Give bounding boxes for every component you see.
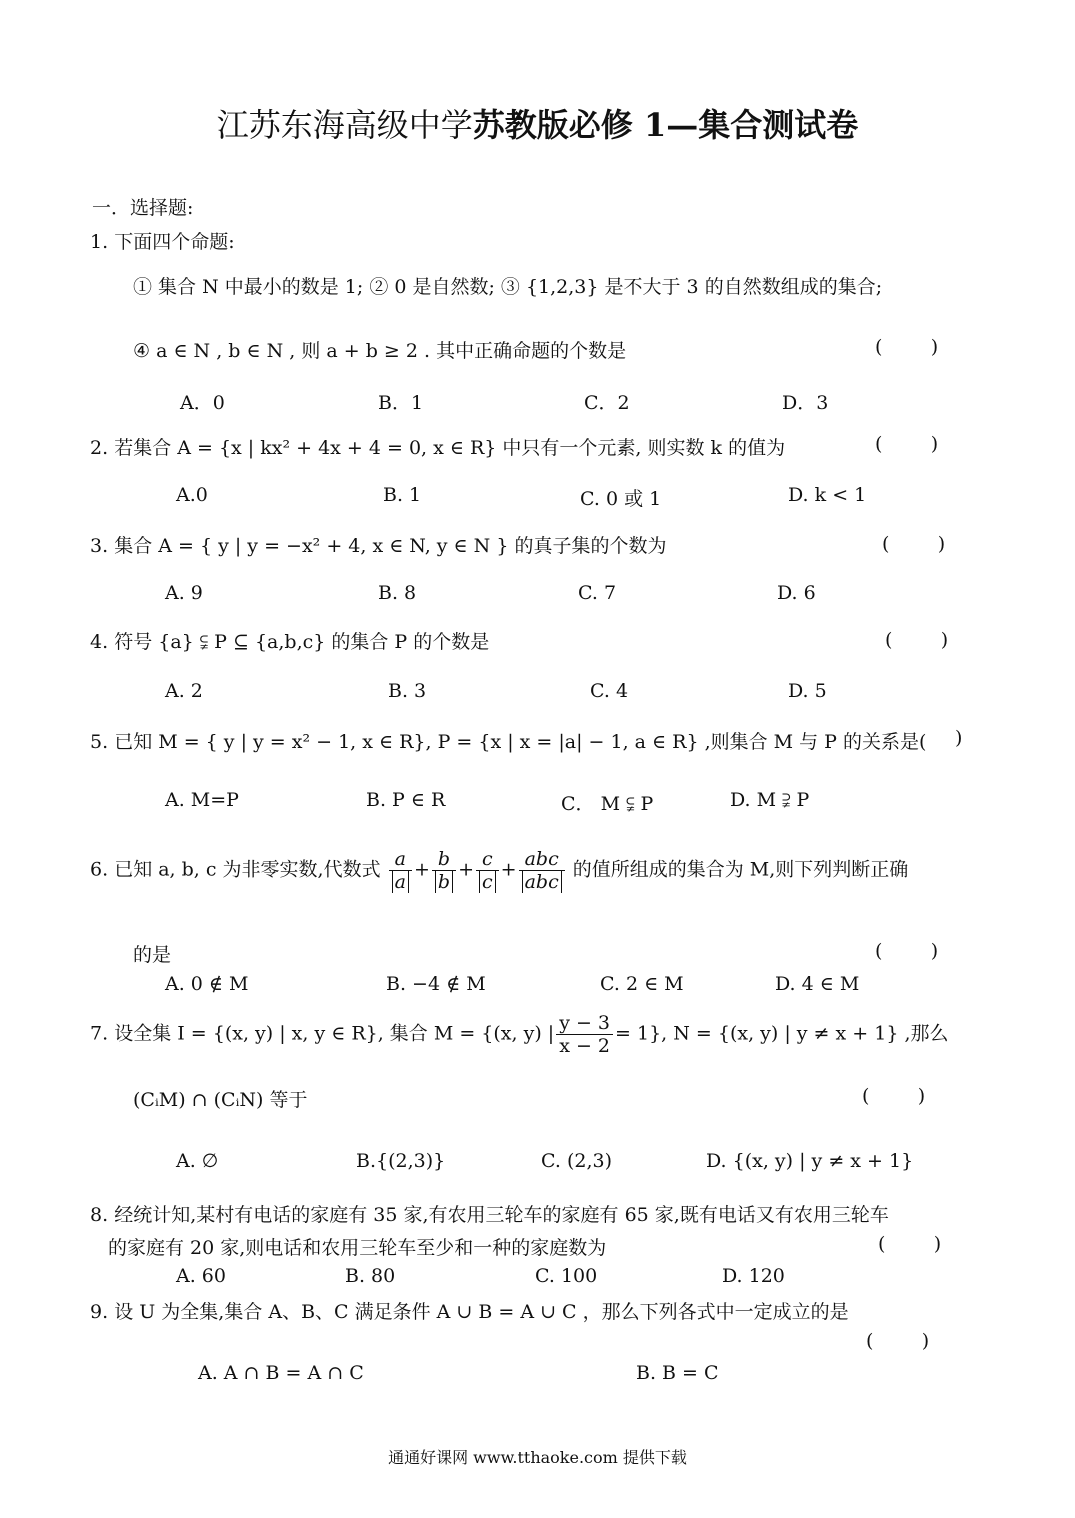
q4-option-c: C. 4 xyxy=(590,680,629,702)
q1-stem xyxy=(90,227,235,254)
q7-option-d: D. {(x, y) | y ≠ x + 1} xyxy=(706,1150,914,1172)
q2-option-a: A.0 xyxy=(176,484,208,506)
q1-answer-paren: ( ) xyxy=(875,336,939,358)
q7-text-pre: 设全集 I = {(x, y) | x, y ∈ R}, 集合 M = {(x, y) | xyxy=(114,1022,555,1045)
q5-option-d: D. M ⫌ P xyxy=(730,789,810,811)
q9-stem xyxy=(90,1297,849,1324)
q5-number: 5. xyxy=(90,731,109,753)
q7-number: 7. xyxy=(90,1022,109,1045)
q8-option-c: C. 100 xyxy=(535,1265,598,1287)
q4-stem xyxy=(90,627,489,654)
q9-option-a: A. A ∩ B = A ∩ C xyxy=(198,1362,364,1384)
q1-option-c: C．2 xyxy=(584,392,630,414)
q6-option-d: D. 4 ∈ M xyxy=(775,973,860,995)
q4-option-b: B. 3 xyxy=(388,680,427,702)
q1-text: 下面四个命题: xyxy=(114,231,235,253)
q6-number: 6. xyxy=(90,858,109,881)
q2-answer-paren: ( ) xyxy=(875,433,939,455)
q7-option-b: B.{(2,3)} xyxy=(356,1150,446,1172)
q8-option-b: B. 80 xyxy=(345,1265,396,1287)
q8-text: 经统计知,某村有电话的家庭有 35 家,有农用三轮车的家庭有 65 家,既有电话又有农用三轮车 xyxy=(114,1204,889,1226)
q6-fraction-abc: $\frac{\text{abc}}{\text{abc}}$ xyxy=(519,848,565,893)
q3-option-d: D. 6 xyxy=(777,582,816,604)
q5-option-a: A. M=P xyxy=(165,789,239,811)
q8-stem-line2: 的家庭有 20 家,则电话和农用三轮车至少和一种的家庭数为 xyxy=(108,1237,607,1259)
q7-text-post: = 1}, N = {(x, y) | y ≠ x + 1} ,那么 xyxy=(615,1022,949,1045)
page-title xyxy=(0,100,1075,146)
q7-option-a: A. ∅ xyxy=(176,1150,219,1172)
q4-answer-paren: ( ) xyxy=(885,629,949,651)
q3-option-a: A. 9 xyxy=(165,582,203,604)
q2-stem xyxy=(90,433,785,460)
q7-option-c: C. (2,3) xyxy=(541,1150,612,1172)
q8-answer-paren: ( ) xyxy=(878,1233,942,1255)
q6-answer-paren: ( ) xyxy=(875,940,939,962)
q5-text: 已知 M = { y | y = x² − 1, x ∈ R}, P = {x | x = |a| − 1, a ∈ R} ,则集合 M 与 P 的关系是( xyxy=(114,731,927,753)
q2-number: 2. xyxy=(90,437,109,459)
q9-text: 设 U 为全集,集合 A、B、C 满足条件 A ∪ B = A ∪ C ，那么下列各式中一定成立的是 xyxy=(114,1301,849,1323)
section-heading: 一．选择题: xyxy=(92,197,194,219)
q6-stem-line2: 的是 xyxy=(133,944,172,966)
title-normal: 江苏东海高级中学 xyxy=(216,106,473,144)
q7-fraction: $\frac{y - 3}{x - 2}$ xyxy=(556,1012,613,1057)
q1-option-b: B．1 xyxy=(378,392,424,414)
q5-option-b: B. P ∈ R xyxy=(366,789,446,811)
q1-option-d: D．3 xyxy=(782,392,829,414)
q3-option-b: B. 8 xyxy=(378,582,417,604)
q3-text: 集合 A = { y | y = −x² + 4, x ∈ N, y ∈ N } 的真子集的个数为 xyxy=(114,535,667,557)
q4-text: 符号 {a} ⫋ P ⊆ {a,b,c} 的集合 P 的个数是 xyxy=(114,631,490,653)
q8-option-d: D. 120 xyxy=(722,1265,785,1287)
q7-answer-paren: ( ) xyxy=(862,1085,926,1107)
q6-fraction-c: $\frac{c}{c}$ xyxy=(476,848,499,893)
q4-option-a: A. 2 xyxy=(165,680,203,702)
q2-option-c: C. 0 或 1 xyxy=(580,488,662,510)
q6-stem: 6. 已知 a, b, c 为非零实数,代数式 $\frac{a}{a}$ + $\frac{b}{b}$ + $\frac{c}{c}$ + $\frac{\text{abc}}{\text{abc}}$ 的值所组成的集合为 M,则下列判断正确 xyxy=(90,848,909,893)
q3-answer-paren: ( ) xyxy=(882,533,946,555)
q3-option-c: C. 7 xyxy=(578,582,617,604)
q2-option-d: D. k < 1 xyxy=(788,484,867,506)
q9-number: 9. xyxy=(90,1301,109,1323)
q6-option-b: B. −4 ∉ M xyxy=(386,973,486,995)
q4-number: 4. xyxy=(90,631,109,653)
q6-fraction-a: $\frac{a}{a}$ xyxy=(389,848,412,893)
q8-option-a: A. 60 xyxy=(176,1265,226,1287)
q1-option-a: A．0 xyxy=(180,392,225,414)
q8-stem xyxy=(90,1200,889,1227)
q6-text-post: 的值所组成的集合为 M,则下列判断正确 xyxy=(572,858,909,881)
q3-stem xyxy=(90,531,666,558)
q9-option-b: B. B = C xyxy=(636,1362,719,1384)
q6-option-c: C. 2 ∈ M xyxy=(600,973,684,995)
q2-option-b: B. 1 xyxy=(383,484,422,506)
q9-answer-paren: ( ) xyxy=(866,1330,930,1352)
q2-text: 若集合 A = {x | kx² + 4x + 4 = 0, x ∈ R} 中只有一个元素, 则实数 k 的值为 xyxy=(114,437,786,459)
q6-text-pre: 已知 a, b, c 为非零实数,代数式 xyxy=(114,858,381,881)
q7-stem xyxy=(90,1012,948,1057)
q6-fraction-b: $\frac{b}{b}$ xyxy=(432,848,456,893)
q5-option-c: C． M ⫋ P xyxy=(561,793,654,815)
q7-stem-line2: (CᵢM) ∩ (CᵢN) 等于 xyxy=(133,1089,308,1111)
q5-answer-paren-close: ) xyxy=(955,727,963,749)
q6-option-a: A. 0 ∉ M xyxy=(165,973,249,995)
q3-number: 3. xyxy=(90,535,109,557)
q8-number: 8. xyxy=(90,1204,109,1226)
page-footer: 通通好课网 www.tthaoke.com 提供下载 xyxy=(388,1448,687,1467)
q5-stem xyxy=(90,727,926,754)
q1-number: 1. xyxy=(90,231,109,253)
q4-option-d: D. 5 xyxy=(788,680,827,702)
title-bold: 苏教版必修 1—集合测试卷 xyxy=(472,106,859,144)
q1-stem-line2: ① 集合 N 中最小的数是 1; ② 0 是自然数; ③ {1,2,3} 是不大于 3 的自然数组成的集合; xyxy=(133,276,883,298)
q1-stem-line3: ④ a ∈ N , b ∈ N , 则 a + b ≥ 2 . 其中正确命题的个数是 xyxy=(133,340,627,362)
